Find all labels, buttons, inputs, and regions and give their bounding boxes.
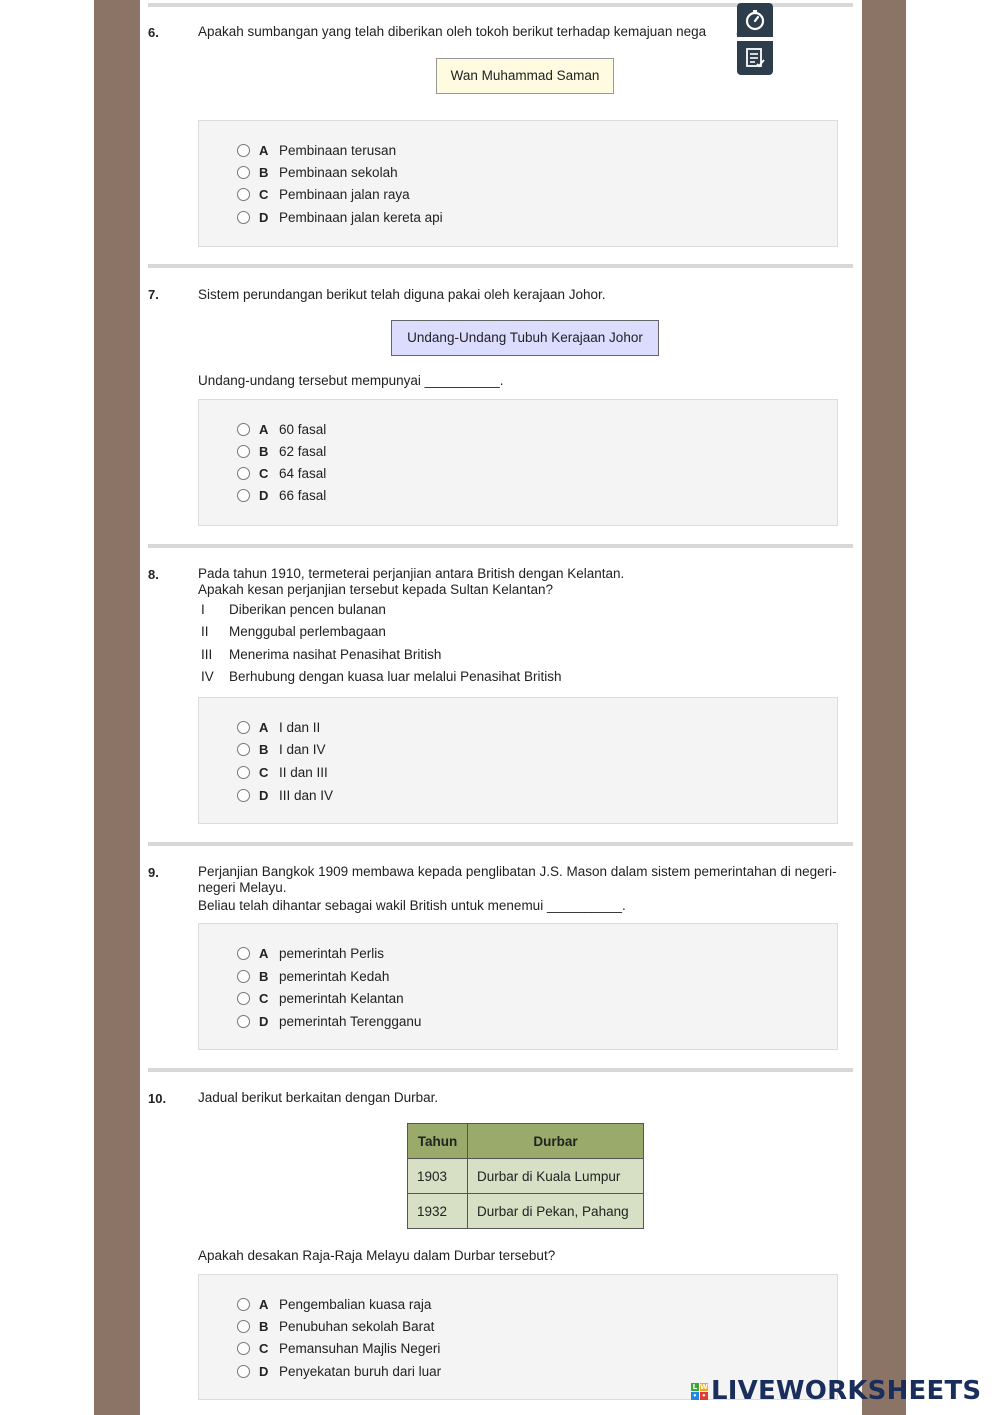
timer-button[interactable] [737, 3, 773, 37]
statement-iii: III Menerima nasihat Penasihat British [201, 647, 442, 662]
radio-button[interactable] [237, 445, 250, 458]
option-a[interactable]: A pemerintah Perlis [237, 944, 384, 962]
option-a[interactable]: A Pembinaan terusan [237, 141, 396, 159]
divider [148, 1068, 853, 1072]
divider [148, 264, 853, 268]
radio-button[interactable] [237, 188, 250, 201]
radio-button[interactable] [237, 947, 250, 960]
statement-iv: IV Berhubung dengan kuasa luar melalui Penasihat British [201, 669, 562, 684]
option-b[interactable]: B I dan IV [237, 740, 326, 758]
option-c[interactable]: C II dan III [237, 763, 328, 781]
option-b[interactable]: B Pembinaan sekolah [237, 163, 398, 181]
timer-icon [743, 8, 767, 32]
highlighted-term: Undang-Undang Tubuh Kerajaan Johor [391, 320, 659, 356]
option-a[interactable]: A I dan II [237, 718, 320, 736]
left-margin-bar [94, 0, 140, 1415]
options-panel [198, 923, 838, 1050]
table-row [408, 1194, 644, 1229]
options-panel [198, 697, 838, 824]
checklist-icon [744, 47, 766, 69]
radio-button[interactable] [237, 1365, 250, 1378]
question-text: Apakah sumbangan yang telah diberikan oleh tokoh berikut terhadap kemajuan nega [198, 24, 707, 39]
question-number: 10. [148, 1091, 167, 1106]
radio-button[interactable] [237, 721, 250, 734]
logo-mark-icon: L W • • [692, 1382, 708, 1400]
radio-button[interactable] [237, 789, 250, 802]
option-b[interactable]: B Penubuhan sekolah Barat [237, 1317, 434, 1335]
option-c[interactable]: C 64 fasal [237, 464, 326, 482]
right-margin-bar [862, 0, 906, 1415]
table-header: Tahun [408, 1124, 468, 1159]
radio-button[interactable] [237, 1298, 250, 1311]
radio-button[interactable] [237, 144, 250, 157]
table-cell: 1903 [408, 1159, 468, 1194]
question-text: Pada tahun 1910, termeterai perjanjian antara British dengan Kelantan. [198, 566, 625, 581]
table-cell: 1932 [408, 1194, 468, 1229]
question-number: 8. [148, 567, 159, 582]
radio-button[interactable] [237, 489, 250, 502]
option-c[interactable]: C Pemansuhan Majlis Negeri [237, 1339, 440, 1357]
option-a[interactable]: A Pengembalian kuasa raja [237, 1295, 431, 1313]
statement-i: I Diberikan pencen bulanan [201, 602, 386, 617]
question-prompt: Apakah desakan Raja-Raja Melayu dalam Durbar tersebut? [198, 1248, 556, 1263]
statement-ii: II Menggubal perlembagaan [201, 624, 386, 639]
durbar-table [407, 1123, 644, 1229]
options-panel [198, 399, 838, 526]
checklist-button[interactable] [737, 41, 773, 75]
table-header-row [408, 1124, 644, 1159]
options-panel [198, 120, 838, 247]
divider [148, 544, 853, 548]
radio-button[interactable] [237, 1342, 250, 1355]
radio-button[interactable] [237, 467, 250, 480]
option-b[interactable]: B 62 fasal [237, 442, 326, 460]
question-text-line2: Beliau telah dihantar sebagai wakil British untuk menemui __________. [198, 898, 626, 913]
radio-button[interactable] [237, 1015, 250, 1028]
question-text: Jadual berikut berkaitan dengan Durbar. [198, 1090, 439, 1105]
question-text: Sistem perundangan berikut telah diguna pakai oleh kerajaan Johor. [198, 287, 606, 302]
option-d[interactable]: D pemerintah Terengganu [237, 1012, 421, 1030]
option-a[interactable]: A 60 fasal [237, 420, 326, 438]
liveworksheets-logo [691, 1375, 981, 1407]
question-text-line2: Apakah kesan perjanjian tersebut kepada Sultan Kelantan? [198, 582, 554, 597]
option-d[interactable]: D Pembinaan jalan kereta api [237, 208, 443, 226]
table-cell: Durbar di Kuala Lumpur [468, 1159, 644, 1194]
divider [148, 842, 853, 846]
table-header: Durbar [468, 1124, 644, 1159]
radio-button[interactable] [237, 766, 250, 779]
table-cell: Durbar di Pekan, Pahang [468, 1194, 644, 1229]
question-text: Perjanjian Bangkok 1909 membawa kepada penglibatan J.S. Mason dalam sistem pemerintahan di negeri-negeri Melayu. [198, 864, 837, 895]
option-d[interactable]: D III dan IV [237, 786, 333, 804]
option-b[interactable]: B pemerintah Kedah [237, 967, 389, 985]
radio-button[interactable] [237, 992, 250, 1005]
question-number: 7. [148, 287, 159, 302]
radio-button[interactable] [237, 1320, 250, 1333]
radio-button[interactable] [237, 211, 250, 224]
table-row [408, 1159, 644, 1194]
radio-button[interactable] [237, 166, 250, 179]
option-c[interactable]: C pemerintah Kelantan [237, 989, 404, 1007]
radio-button[interactable] [237, 743, 250, 756]
question-prompt: Undang-undang tersebut mempunyai __________. [198, 373, 504, 388]
option-d[interactable]: D Penyekatan buruh dari luar [237, 1362, 441, 1380]
option-c[interactable]: C Pembinaan jalan raya [237, 185, 410, 203]
radio-button[interactable] [237, 423, 250, 436]
option-d[interactable]: D 66 fasal [237, 486, 326, 504]
highlighted-term: Wan Muhammad Saman [436, 58, 614, 94]
logo-text: LIVEWORKSHEETS [711, 1376, 982, 1406]
radio-button[interactable] [237, 970, 250, 983]
question-number: 6. [148, 25, 159, 40]
question-number: 9. [148, 865, 159, 880]
